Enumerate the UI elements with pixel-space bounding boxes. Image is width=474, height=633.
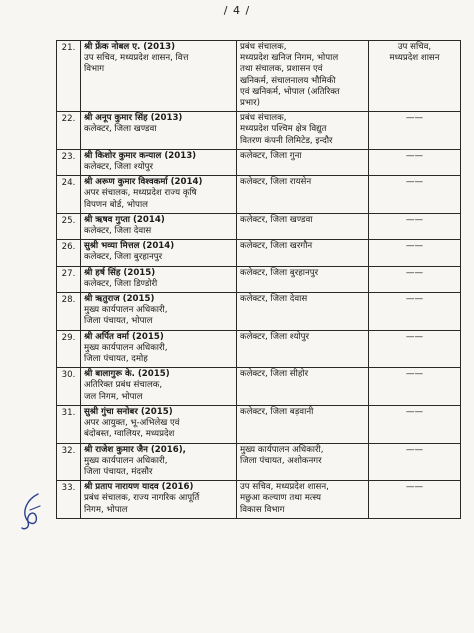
table-row — [57, 266, 461, 292]
new-posting-line: कलेक्टर, जिला गुना — [240, 150, 302, 161]
additional-charge-line: —— — [405, 177, 424, 188]
additional-charge-line: —— — [405, 150, 424, 161]
table-row — [57, 481, 461, 519]
table-row — [57, 443, 461, 481]
officer-cell — [81, 149, 237, 175]
new-posting-line: तथा संचालक, प्रशासन एवं — [240, 64, 323, 75]
officer-cell — [81, 368, 237, 406]
table-row — [57, 41, 461, 112]
new-posting-cell — [237, 149, 369, 175]
serial-number: 21. — [57, 41, 81, 112]
officer-name: श्री बालागुरू के. (2015) — [84, 369, 170, 380]
additional-charge-cell — [369, 149, 461, 175]
table-row — [57, 330, 461, 368]
additional-charge-cell — [369, 266, 461, 292]
table-row — [57, 213, 461, 239]
serial-number: 23. — [57, 149, 81, 175]
serial-number: 26. — [57, 240, 81, 266]
new-posting-line: कलेक्टर, जिला बुरहानपुर — [240, 267, 319, 278]
serial-number: 28. — [57, 293, 81, 331]
new-posting-line: विकास विभाग — [240, 504, 285, 515]
new-posting-cell — [237, 293, 369, 331]
table-row — [57, 112, 461, 150]
table-row — [57, 240, 461, 266]
current-posting-line: विभाग — [84, 64, 105, 75]
officer-name: श्री अर्पित वर्मा (2015) — [84, 331, 164, 342]
new-posting-line: कलेक्टर, जिला खण्डवा — [240, 214, 313, 225]
current-posting-line: प्रबंध संचालक, राज्य नागरिक आपूर्ति — [84, 493, 200, 504]
officer-name: श्री अनूप कुमार सिंह (2013) — [84, 113, 183, 124]
new-posting-line: मध्यप्रदेश पश्चिम क्षेत्र विद्युत — [240, 124, 327, 135]
transfer-order-table — [56, 40, 461, 519]
page-number: / 4 / — [223, 4, 251, 17]
additional-charge-line: मध्यप्रदेश शासन — [389, 53, 440, 64]
current-posting-line: उप सचिव, मध्यप्रदेश शासन, वित्त — [84, 53, 189, 64]
officer-cell — [81, 330, 237, 368]
additional-charge-line: —— — [405, 482, 424, 493]
additional-charge-cell — [369, 176, 461, 214]
serial-number: 24. — [57, 176, 81, 214]
current-posting-line: मुख्य कार्यपालन अधिकारी, — [84, 455, 168, 466]
officer-cell — [81, 481, 237, 519]
officer-name: सुश्री गुंचा सनोबर (2015) — [84, 406, 173, 417]
officer-name: श्री राजेश कुमार जैन (2016), — [84, 444, 186, 455]
current-posting-line: कलेक्टर, जिला श्योपुर — [84, 162, 154, 173]
serial-number: 27. — [57, 266, 81, 292]
new-posting-cell — [237, 112, 369, 150]
signature-mark — [18, 490, 46, 534]
new-posting-line: मध्यप्रदेश खनिज निगम, भोपाल — [240, 53, 339, 64]
officer-name: श्री फ्रेंक नोबल ए. (2013) — [84, 42, 176, 52]
additional-charge-cell — [369, 405, 461, 443]
new-posting-line: कलेक्टर, जिला सीहोर — [240, 369, 309, 380]
new-posting-line: खनिकर्म, संचालनालय भौमिकी — [240, 75, 336, 86]
officer-name: श्री ऋषव गुप्ता (2014) — [84, 214, 165, 225]
additional-charge-line: —— — [405, 369, 424, 380]
current-posting-line: जिला पंचायत, भोपाल — [84, 316, 153, 327]
new-posting-line: मछुआ कल्याण तथा मत्स्य — [240, 493, 321, 504]
officer-cell — [81, 405, 237, 443]
officer-cell — [81, 176, 237, 214]
officer-cell — [81, 240, 237, 266]
current-posting-line: अपर आयुक्त, भू-अभिलेख एवं — [84, 418, 180, 429]
current-posting-line: जिला पंचायत, मंदसौर — [84, 466, 153, 477]
serial-number: 32. — [57, 443, 81, 481]
additional-charge-line: उप सचिव, — [397, 42, 432, 52]
additional-charge-line: —— — [405, 294, 424, 305]
officer-cell — [81, 266, 237, 292]
officer-cell — [81, 41, 237, 112]
serial-number: 30. — [57, 368, 81, 406]
new-posting-cell — [237, 213, 369, 239]
new-posting-cell — [237, 266, 369, 292]
current-posting-line: जिला पंचायत, दमोह — [84, 354, 148, 365]
current-posting-line: कलेक्टर, जिला बुरहानपुर — [84, 252, 163, 263]
additional-charge-line: —— — [405, 113, 424, 124]
new-posting-line: कलेक्टर, जिला देवास — [240, 294, 308, 305]
current-posting-line: बंदोबस्त, ग्वालियर, मध्यप्रदेश — [84, 429, 175, 440]
serial-number: 25. — [57, 213, 81, 239]
new-posting-line: प्रबंध संचालक, — [240, 42, 287, 52]
current-posting-line: कलेक्टर, जिला डिण्डोरी — [84, 278, 158, 289]
new-posting-line: जिला पंचायत, अशोकनगर — [240, 455, 322, 466]
new-posting-line: उप सचिव, मध्यप्रदेश शासन, — [240, 482, 329, 493]
additional-charge-cell — [369, 293, 461, 331]
additional-charge-line: —— — [405, 444, 424, 455]
additional-charge-cell — [369, 112, 461, 150]
serial-number: 33. — [57, 481, 81, 519]
officer-name: श्री किशोर कुमार कन्याल (2013) — [84, 150, 197, 161]
table-row — [57, 149, 461, 175]
new-posting-cell — [237, 443, 369, 481]
current-posting-line: अतिरिक्त प्रबंध संचालक, — [84, 380, 163, 391]
officer-name: श्री अरूण कुमार विश्वकर्मा (2014) — [84, 177, 203, 188]
current-posting-line: निगम, भोपाल — [84, 504, 128, 515]
additional-charge-cell — [369, 213, 461, 239]
new-posting-line: कलेक्टर, जिला बड़वानी — [240, 406, 314, 417]
officer-name: श्री प्रताप नारायण यादव (2016) — [84, 482, 194, 493]
additional-charge-cell — [369, 41, 461, 112]
new-posting-cell — [237, 41, 369, 112]
additional-charge-line: —— — [405, 214, 424, 225]
serial-number: 22. — [57, 112, 81, 150]
additional-charge-line: —— — [405, 406, 424, 417]
new-posting-line: कलेक्टर, जिला खरगौन — [240, 241, 313, 252]
new-posting-line: कलेक्टर, जिला रायसेन — [240, 177, 312, 188]
officer-name: श्री ऋतुराज (2015) — [84, 294, 155, 305]
current-posting-line: मुख्य कार्यपालन अधिकारी, — [84, 342, 168, 353]
table-row — [57, 293, 461, 331]
new-posting-line: मुख्य कार्यपालन अधिकारी, — [240, 444, 324, 455]
current-posting-line: कलेक्टर, जिला देवास — [84, 226, 152, 237]
new-posting-line: एवं खनिकर्म, भोपाल (अतिरिक्त — [240, 86, 340, 97]
new-posting-cell — [237, 176, 369, 214]
current-posting-line: मुख्य कार्यपालन अधिकारी, — [84, 305, 168, 316]
new-posting-line: वितरण कंपनी लिमिटेड, इन्दौर — [240, 135, 333, 146]
officer-cell — [81, 213, 237, 239]
new-posting-line: प्रभार) — [240, 98, 261, 109]
officer-cell — [81, 293, 237, 331]
table-row — [57, 176, 461, 214]
new-posting-cell — [237, 481, 369, 519]
table-row — [57, 405, 461, 443]
additional-charge-cell — [369, 368, 461, 406]
additional-charge-line: —— — [405, 267, 424, 278]
additional-charge-cell — [369, 443, 461, 481]
current-posting-line: विपणन बोर्ड, भोपाल — [84, 199, 148, 210]
additional-charge-cell — [369, 330, 461, 368]
new-posting-cell — [237, 405, 369, 443]
current-posting-line: अपर संचालक, मध्यप्रदेश राज्य कृषि — [84, 188, 197, 199]
table-row — [57, 368, 461, 406]
additional-charge-cell — [369, 481, 461, 519]
officer-name: श्री हर्ष सिंह (2015) — [84, 267, 156, 278]
current-posting-line: जल निगम, भोपाल — [84, 391, 143, 402]
new-posting-cell — [237, 368, 369, 406]
table-body — [57, 41, 461, 519]
new-posting-cell — [237, 330, 369, 368]
officer-name: सुश्री भव्या मित्तल (2014) — [84, 241, 175, 252]
serial-number: 31. — [57, 405, 81, 443]
new-posting-cell — [237, 240, 369, 266]
new-posting-line: प्रबंध संचालक, — [240, 113, 287, 124]
officer-cell — [81, 443, 237, 481]
current-posting-line: कलेक्टर, जिला खण्डवा — [84, 124, 157, 135]
serial-number: 29. — [57, 330, 81, 368]
additional-charge-line: —— — [405, 331, 424, 342]
additional-charge-cell — [369, 240, 461, 266]
officer-cell — [81, 112, 237, 150]
additional-charge-line: —— — [405, 241, 424, 252]
new-posting-line: कलेक्टर, जिला श्योपुर — [240, 331, 310, 342]
